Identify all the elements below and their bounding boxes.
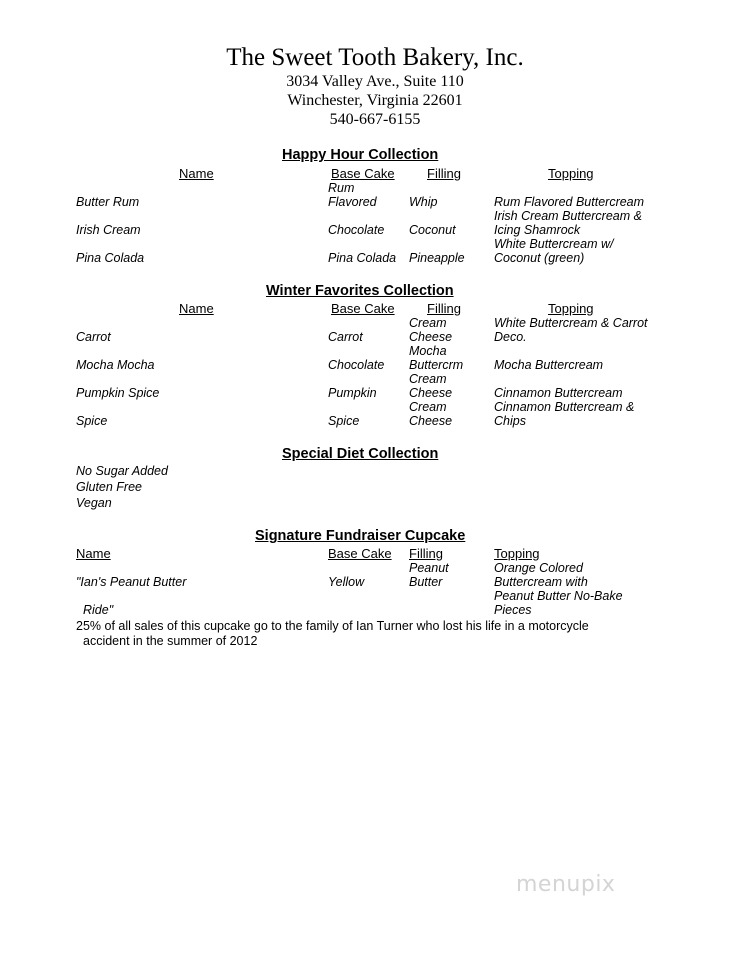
- pumpkin-filling-1: Cheese: [409, 386, 453, 400]
- irish-cream-topping-1: Icing Shamrock: [494, 223, 581, 237]
- pina-colada-topping-1: Coconut (green): [494, 251, 585, 265]
- mocha-filling-1: Buttercrm: [409, 358, 464, 372]
- mocha-topping: Mocha Buttercream: [494, 358, 604, 372]
- spice-topping-0: Cinnamon Buttercream &: [494, 400, 635, 414]
- butter-rum-topping: Rum Flavored Buttercream: [494, 195, 645, 209]
- fundraiser-note-1: 25% of all sales of this cupcake go to the family of Ian Turner who lost his life in a motorcycle: [76, 619, 589, 633]
- carrot-name: Carrot: [76, 330, 111, 344]
- signature-name-2: Ride": [83, 603, 114, 617]
- butter-rum-name: Butter Rum: [76, 195, 140, 209]
- pumpkin-name: Pumpkin Spice: [76, 386, 160, 400]
- menupix-watermark: menupix: [516, 872, 616, 897]
- signature-col-name: Name: [76, 546, 111, 561]
- carrot-filling-1: Cheese: [409, 330, 453, 344]
- pina-colada-topping-0: White Buttercream w/: [494, 237, 614, 251]
- signature-col-filling: Filling: [409, 546, 443, 561]
- winter-col-name: Name: [179, 301, 214, 316]
- bakery-name: The Sweet Tooth Bakery, Inc.: [226, 44, 524, 71]
- irish-cream-base: Chocolate: [328, 223, 385, 237]
- pina-colada-base: Pina Colada: [328, 251, 397, 265]
- butter-rum-base-2: Flavored: [328, 195, 377, 209]
- butter-rum-filling: Whip: [409, 195, 438, 209]
- irish-cream-name: Irish Cream: [76, 223, 141, 237]
- special-diet-title: Special Diet Collection: [282, 446, 439, 462]
- carrot-topping-1: Deco.: [494, 330, 527, 344]
- winter-col-topping: Topping: [548, 301, 594, 316]
- signature-col-base: Base Cake: [328, 546, 392, 561]
- address-line-1: 3034 Valley Ave., Suite 110: [286, 73, 464, 90]
- signature-topping-3: Pieces: [494, 603, 532, 617]
- winter-title: Winter Favorites Collection: [266, 283, 454, 299]
- spice-topping-1: Chips: [494, 414, 526, 428]
- signature-topping-2: Peanut Butter No-Bake: [494, 589, 623, 603]
- winter-col-filling: Filling: [427, 301, 461, 316]
- happy-hour-title: Happy Hour Collection: [282, 147, 439, 163]
- signature-col-topping: Topping: [494, 546, 540, 561]
- signature-filling-0: Peanut: [409, 561, 449, 575]
- special-item-vegan: Vegan: [76, 496, 112, 510]
- happy-hour-col-topping: Topping: [548, 166, 594, 181]
- special-item-gluten-free: Gluten Free: [76, 480, 143, 494]
- signature-filling-1: Butter: [409, 575, 443, 589]
- signature-topping-1: Buttercream with: [494, 575, 588, 589]
- fundraiser-note-2: accident in the summer of 2012: [83, 634, 258, 648]
- carrot-topping-0: White Buttercream & Carrot: [494, 316, 648, 330]
- pina-colada-filling: Pineapple: [409, 251, 465, 265]
- carrot-filling-0: Cream: [409, 316, 447, 330]
- special-item-no-sugar: No Sugar Added: [76, 464, 168, 478]
- mocha-base: Chocolate: [328, 358, 385, 372]
- signature-title: Signature Fundraiser Cupcake: [255, 528, 466, 544]
- address-line-2: Winchester, Virginia 22601: [287, 92, 463, 109]
- happy-hour-col-base: Base Cake: [331, 166, 395, 181]
- spice-base: Spice: [328, 414, 360, 428]
- signature-name-1: "Ian's Peanut Butter: [76, 575, 187, 589]
- carrot-base: Carrot: [328, 330, 363, 344]
- pumpkin-base: Pumpkin: [328, 386, 377, 400]
- pumpkin-topping: Cinnamon Buttercream: [494, 386, 623, 400]
- pumpkin-filling-0: Cream: [409, 372, 447, 386]
- winter-col-base: Base Cake: [331, 301, 395, 316]
- mocha-name: Mocha Mocha: [76, 358, 155, 372]
- irish-cream-topping-0: Irish Cream Buttercream &: [494, 209, 642, 223]
- spice-name: Spice: [76, 414, 108, 428]
- phone-number: 540-667-6155: [329, 111, 421, 128]
- pina-colada-name: Pina Colada: [76, 251, 145, 265]
- spice-filling-1: Cheese: [409, 414, 453, 428]
- irish-cream-filling: Coconut: [409, 223, 456, 237]
- mocha-filling-0: Mocha: [409, 344, 447, 358]
- spice-filling-0: Cream: [409, 400, 447, 414]
- signature-topping-0: Orange Colored: [494, 561, 583, 575]
- happy-hour-col-name: Name: [179, 166, 214, 181]
- butter-rum-base-1: Rum: [328, 181, 355, 195]
- happy-hour-col-filling: Filling: [427, 166, 461, 181]
- signature-base: Yellow: [328, 575, 365, 589]
